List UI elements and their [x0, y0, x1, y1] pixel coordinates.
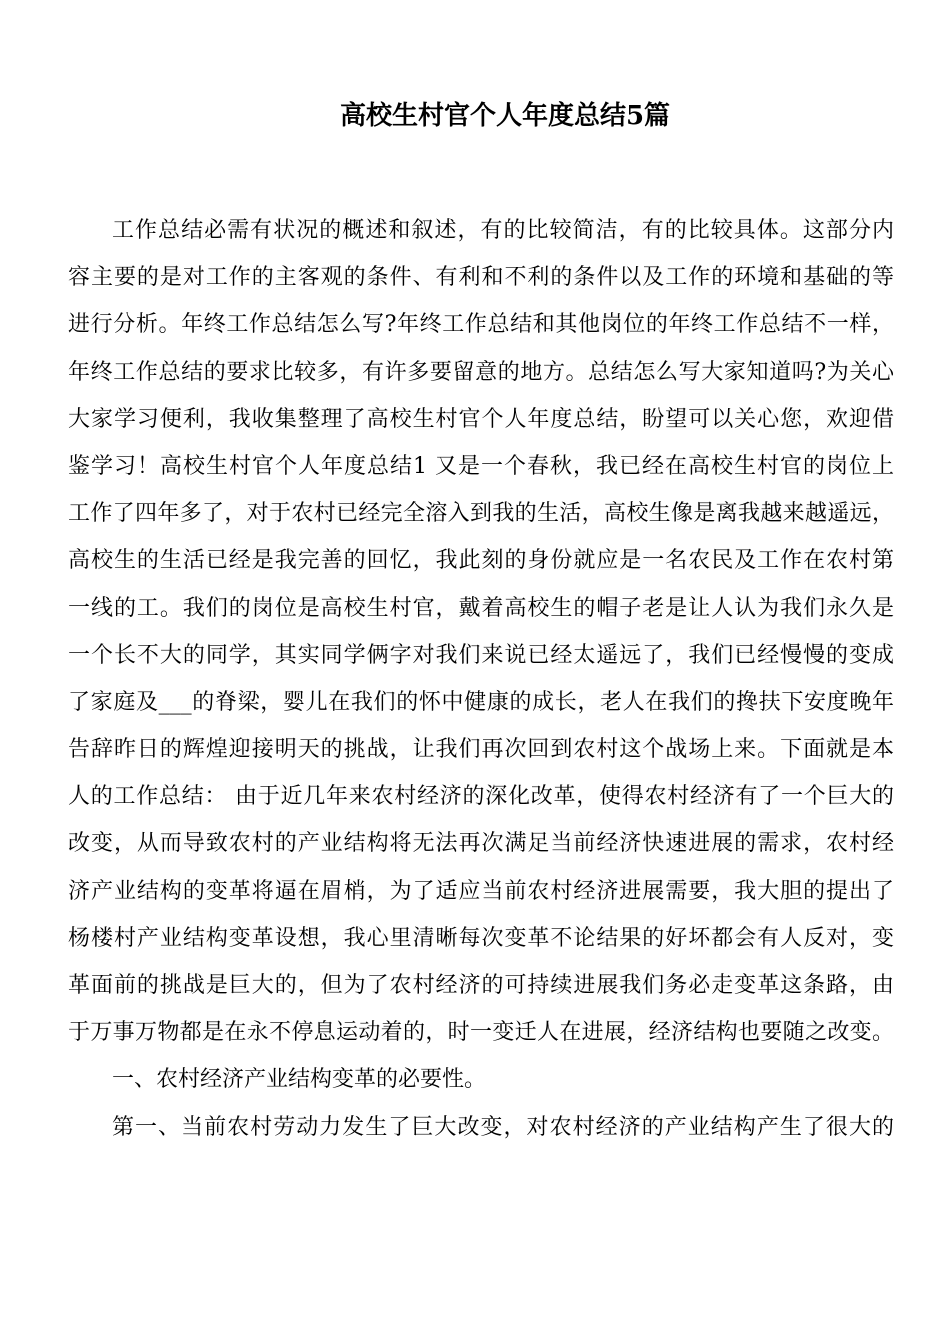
- paragraph-line: 革面前的挑战是巨大的，但为了农村经济的可持续进展我们务必走变革这条路，由: [68, 973, 894, 998]
- paragraph-line: 工作了四年多了，对于农村已经完全溶入到我的生活，高校生像是离我越来越遥远，: [68, 501, 894, 527]
- paragraph-line: 杨楼村产业结构变革设想，我心里清晰每次变革不论结果的好坏都会有人反对，变: [68, 925, 894, 951]
- paragraph-line: 一线的工。我们的岗位是高校生村官，戴着高校生的帽子老是让人认为我们永久是: [68, 595, 894, 621]
- paragraph-line: 进行分析。年终工作总结怎么写?年终工作总结和其他岗位的年终工作总结不一样，: [68, 312, 894, 338]
- paragraph-line: 高校生的生活已经是我完善的回忆，我此刻的身份就应是一名农民及工作在农村第: [68, 548, 894, 574]
- paragraph-line: 改变，从而导致农村的产业结构将无法再次满足当前经济快速进展的需求，农村经: [68, 831, 894, 857]
- paragraph-line: 鉴学习！高校生村官个人年度总结1 又是一个春秋，我已经在高校生村官的岗位上: [68, 453, 894, 479]
- paragraph-line: 于万事万物都是在永不停息运动着的，时一变迁人在进展，经济结构也要随之改变。: [68, 1020, 894, 1046]
- document-title: 高校生村官个人年度总结5篇: [339, 101, 671, 131]
- section-heading: 一、农村经济产业结构变革的必要性。: [112, 1067, 487, 1093]
- paragraph-line: 一个长不大的同学，其实同学俩字对我们来说已经太遥远了，我们已经慢慢的变成: [68, 642, 894, 668]
- paragraph-line: 济产业结构的变革将逼在眉梢，为了适应当前农村经济进展需要，我大胆的提出了: [68, 878, 894, 904]
- paragraph-line: 年终工作总结的要求比较多，有许多要留意的地方。总结怎么写大家知道吗?为关心: [68, 359, 894, 385]
- paragraph-line: 第一、当前农村劳动力发生了巨大改变，对农村经济的产业结构产生了很大的: [112, 1114, 894, 1140]
- paragraph-line: 大家学习便利，我收集整理了高校生村官个人年度总结，盼望可以关心您，欢迎借: [68, 406, 894, 432]
- paragraph-line: 工作总结必需有状况的概述和叙述，有的比较简洁，有的比较具体。这部分内: [112, 218, 894, 243]
- paragraph-line: 告辞昨日的辉煌迎接明天的挑战，让我们再次回到农村这个战场上来。下面就是本: [68, 737, 894, 763]
- paragraph-line: 人的工作总结： 由于近几年来农村经济的深化改革，使得农村经济有了一个巨大的: [68, 784, 894, 810]
- paragraph-line: 容主要的是对工作的主客观的条件、有利和不利的条件以及工作的环境和基础的等: [68, 265, 894, 291]
- document-body: [68, 207, 894, 1151]
- paragraph-line: 了家庭及___的脊梁，婴儿在我们的怀中健康的成长，老人在我们的搀扶下安度晚年: [68, 689, 894, 715]
